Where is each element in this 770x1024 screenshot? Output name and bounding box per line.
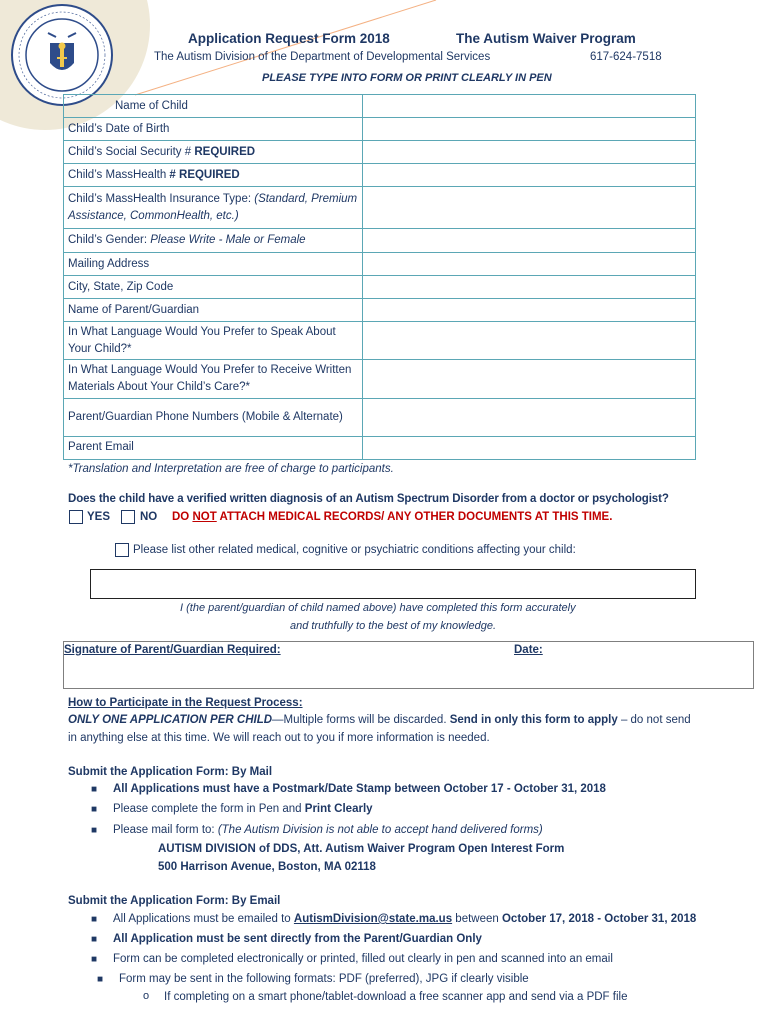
date-label: Date: [514,644,543,656]
circle-bullet-icon: o [143,990,150,1002]
field-label: Parent/Guardian Phone Numbers (Mobile & Alternate) [64,398,363,436]
email-guardian-rule: All Application must be sent directly from the Parent/Guardian Only [113,933,482,945]
bullet-icon: ■ [91,934,98,945]
bullet-icon: ■ [91,804,98,815]
field-row-mailing-address [64,253,696,276]
field-label: Parent Email [64,436,363,459]
child-info-table [63,94,696,460]
date-of-birth-field[interactable] [363,118,696,141]
other-conditions-checkbox[interactable] [115,543,129,557]
field-label: Child’s Gender: Please Write - Male or Female [64,229,363,253]
field-label: In What Language Would You Prefer to Receive Written Materials About Your Child’s Care?* [64,360,363,398]
yes-checkbox[interactable] [69,510,83,524]
massachusetts-seal-icon [10,3,114,107]
name-of-child-field[interactable] [363,95,696,118]
no-label: NO [140,511,158,523]
department-subtitle: The Autism Division of the Department of Developmental Services [154,51,491,63]
parent-email-field[interactable] [363,436,696,459]
form-instruction: PLEASE TYPE INTO FORM OR PRINT CLEARLY IN PEN [262,72,552,84]
email-smartphone-rule: If completing on a smart phone/tablet-download a free scanner app and send via a PDF file [164,991,628,1003]
mail-heading: Submit the Application Form: By Mail [68,766,273,778]
email-address-link[interactable]: AutismDivision@state.ma.us [293,913,453,925]
medical-records-warning: DO NOT ATTACH MEDICAL RECORDS/ ANY OTHER DOCUMENTS AT THIS TIME. [172,511,613,523]
bullet-icon: ■ [91,954,98,965]
email-address-rule: All Applications must be emailed to AutismDivision@state.ma.us between October 17, 2018 - October 31, 2018 [113,913,697,925]
mailing-address-line-1: AUTISM DIVISION of DDS, Att. Autism Waiver Program Open Interest Form [158,843,565,855]
attestation-line-2: and truthfully to the best of my knowledge. [290,620,497,632]
process-line-2: in anything else at this time. We will reach out to you if more information is needed. [68,732,490,744]
phone-number: 617-624-7518 [590,51,662,63]
bullet-icon: ■ [91,825,98,836]
insurance-type-field[interactable] [363,187,696,229]
field-label: Mailing Address [64,253,363,276]
signature-label: Signature of Parent/Guardian Required: [64,644,281,656]
field-row-phone-numbers [64,398,696,436]
field-label: City, State, Zip Code [64,276,363,299]
field-row-parent-email [64,436,696,459]
field-label: In What Language Would You Prefer to Speak About Your Child?* [64,322,363,360]
mail-to-rule: Please mail form to: (The Autism Division is not able to accept hand delivered forms) [113,824,543,836]
process-heading: How to Participate in the Request Process: [68,697,303,709]
field-label: Name of Child [64,95,363,118]
mail-postmark-rule: All Applications must have a Postmark/Date Stamp between October 17 - October 31, 2018 [113,783,606,795]
yes-label: YES [87,511,111,523]
translation-note: *Translation and Interpretation are free of charge to participants. [68,463,394,475]
process-line-1: ONLY ONE APPLICATION PER CHILD—Multiple forms will be discarded. Send in only this form to apply – do not send [68,714,691,726]
diagnosis-question: Does the child have a verified written diagnosis of an Autism Spectrum Disorder from a doctor or psychologist? [68,493,669,505]
no-checkbox[interactable] [121,510,135,524]
field-row-masshealth [64,164,696,187]
field-label: Child’s MassHealth # REQUIRED [64,164,363,187]
field-label: Child’s Social Security # REQUIRED [64,141,363,164]
field-row-social-security [64,141,696,164]
field-row-name-of-child [64,95,696,118]
field-row-date-of-birth [64,118,696,141]
field-row-city-state-zip [64,276,696,299]
attestation-line-1: I (the parent/guardian of child named above) have completed this form accurately [180,602,576,614]
field-row-spoken-language [64,322,696,360]
spoken-language-field[interactable] [363,322,696,360]
field-label: Name of Parent/Guardian [64,299,363,322]
field-label: Child’s MassHealth Insurance Type: (Standard, Premium Assistance, CommonHealth, etc.) [64,187,363,229]
phone-numbers-field[interactable] [363,398,696,436]
written-language-field[interactable] [363,360,696,398]
other-conditions-input[interactable] [90,569,696,599]
parent-name-field[interactable] [363,299,696,322]
field-label: Child’s Date of Birth [64,118,363,141]
field-row-written-language [64,360,696,398]
email-format-rule: Form may be sent in the following formats: PDF (preferred), JPG if clearly visible [119,973,529,985]
masshealth-number-field[interactable] [363,164,696,187]
program-name: The Autism Waiver Program [456,31,636,46]
city-state-zip-field[interactable] [363,276,696,299]
gender-field[interactable] [363,229,696,253]
mailing-address-field[interactable] [363,253,696,276]
other-conditions-label: Please list other related medical, cognitive or psychiatric conditions affecting your child: [133,544,576,556]
bullet-icon: ■ [91,914,98,925]
mailing-address-line-2: 500 Harrison Avenue, Boston, MA 02118 [158,861,376,873]
field-row-insurance-type [64,187,696,229]
email-electronic-rule: Form can be completed electronically or printed, filled out clearly in pen and scanned into an email [113,953,613,965]
bullet-icon: ■ [97,974,104,985]
form-title: Application Request Form 2018 [188,31,390,46]
email-heading: Submit the Application Form: By Email [68,895,281,907]
field-row-parent-name [64,299,696,322]
bullet-icon: ■ [91,784,98,795]
social-security-field[interactable] [363,141,696,164]
mail-pen-rule: Please complete the form in Pen and Print Clearly [113,803,373,815]
field-row-gender [64,229,696,253]
